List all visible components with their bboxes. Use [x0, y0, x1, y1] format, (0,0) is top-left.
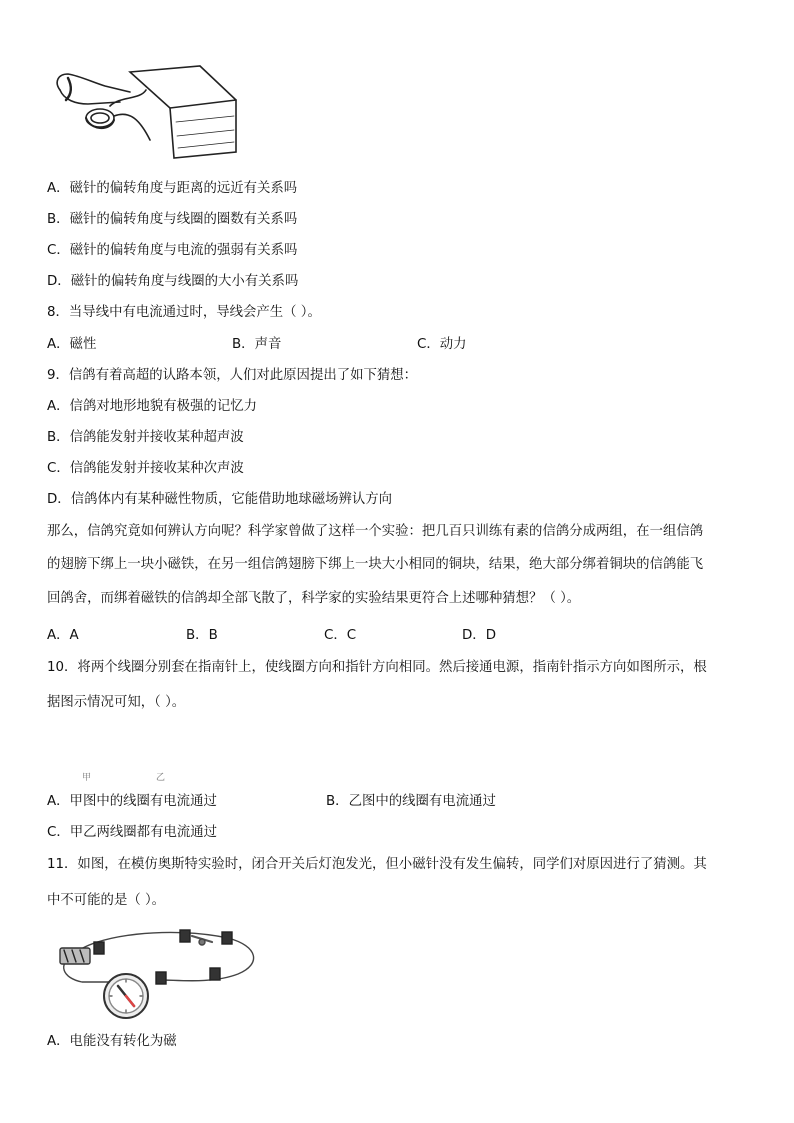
- q11-option-a: A．电能没有转化为磁: [47, 1034, 177, 1049]
- q9-guess-a: A．信鸽对地形地貌有极强的记忆力: [47, 399, 258, 414]
- q7-option-c: C．磁针的偏转角度与电流的强弱有关系吗: [47, 243, 298, 258]
- q10-option-c: C．甲乙两线圈都有电流通过: [47, 825, 218, 840]
- q8-option-a: A．磁性: [47, 337, 97, 352]
- coil-experiment-figure: [50, 60, 240, 160]
- q9-guess-d: D．信鸽体内有某种磁性物质，它能借助地球磁场辨认方向: [47, 492, 393, 507]
- q11-stem-line-1: 11．如图，在模仿奥斯特实验时，闭合开关后灯泡发光，但小磁针没有发生偏转，同学们对原因进行了猜测。其: [47, 857, 707, 872]
- q10-option-a: A．甲图中的线圈有电流通过: [47, 794, 217, 809]
- q9-option-d: D．D: [462, 628, 497, 643]
- q9-guess-b: B．信鸽能发射并接收某种超声波: [47, 430, 244, 445]
- q9-paragraph-line-2: 的翅膀下绑上一块小磁铁，在另一组信鸽翅膀下绑上一块大小相同的铜块，结果，绝大部分绑着铜块的信鸽能飞: [47, 557, 704, 572]
- q10-stem-line-2: 据图示情况可知，（ ）。: [47, 695, 186, 710]
- q11-stem-line-2: 中不可能的是（ ）。: [47, 893, 166, 908]
- q9-stem: 9．信鸽有着高超的认路本领，人们对此原因提出了如下猜想：: [47, 368, 418, 383]
- q8-option-b: B．声音: [232, 337, 282, 352]
- q9-guess-c: C．信鸽能发射并接收某种次声波: [47, 461, 244, 476]
- q8-stem: 8．当导线中有电流通过时，导线会产生（ ）。: [47, 305, 321, 320]
- q9-paragraph-line-3: 回鸽舍，而绑着磁铁的信鸽却全部飞散了，科学家的实验结果更符合上述哪种猜想？（ ）。: [47, 591, 581, 606]
- q9-option-a: A．A: [47, 628, 79, 643]
- q10-option-b: B．乙图中的线圈有电流通过: [326, 794, 496, 809]
- q10-stem-line-1: 10．将两个线圈分别套在指南针上，使线圈方向和指针方向相同。然后接通电源，指南针指示方向如图所示，根: [47, 660, 707, 675]
- q7-option-a: A．磁针的偏转角度与距离的远近有关系吗: [47, 181, 298, 196]
- oersted-circuit-figure: [52, 920, 264, 1022]
- q7-option-d: D．磁针的偏转角度与线圈的大小有关系吗: [47, 274, 299, 289]
- q9-option-c: C．C: [324, 628, 357, 643]
- q9-paragraph-line-1: 那么，信鸽究竟如何辨认方向呢？科学家曾做了这样一个实验：把几百只训练有素的信鸽分成两组，在一组信鸽: [47, 524, 704, 539]
- q10-figure-label-yi: 乙: [156, 773, 166, 783]
- q10-figure-label-jia: 甲: [82, 773, 92, 783]
- q9-option-b: B．B: [186, 628, 218, 643]
- q7-option-b: B．磁针的偏转角度与线圈的圈数有关系吗: [47, 212, 298, 227]
- q8-option-c: C．动力: [417, 337, 467, 352]
